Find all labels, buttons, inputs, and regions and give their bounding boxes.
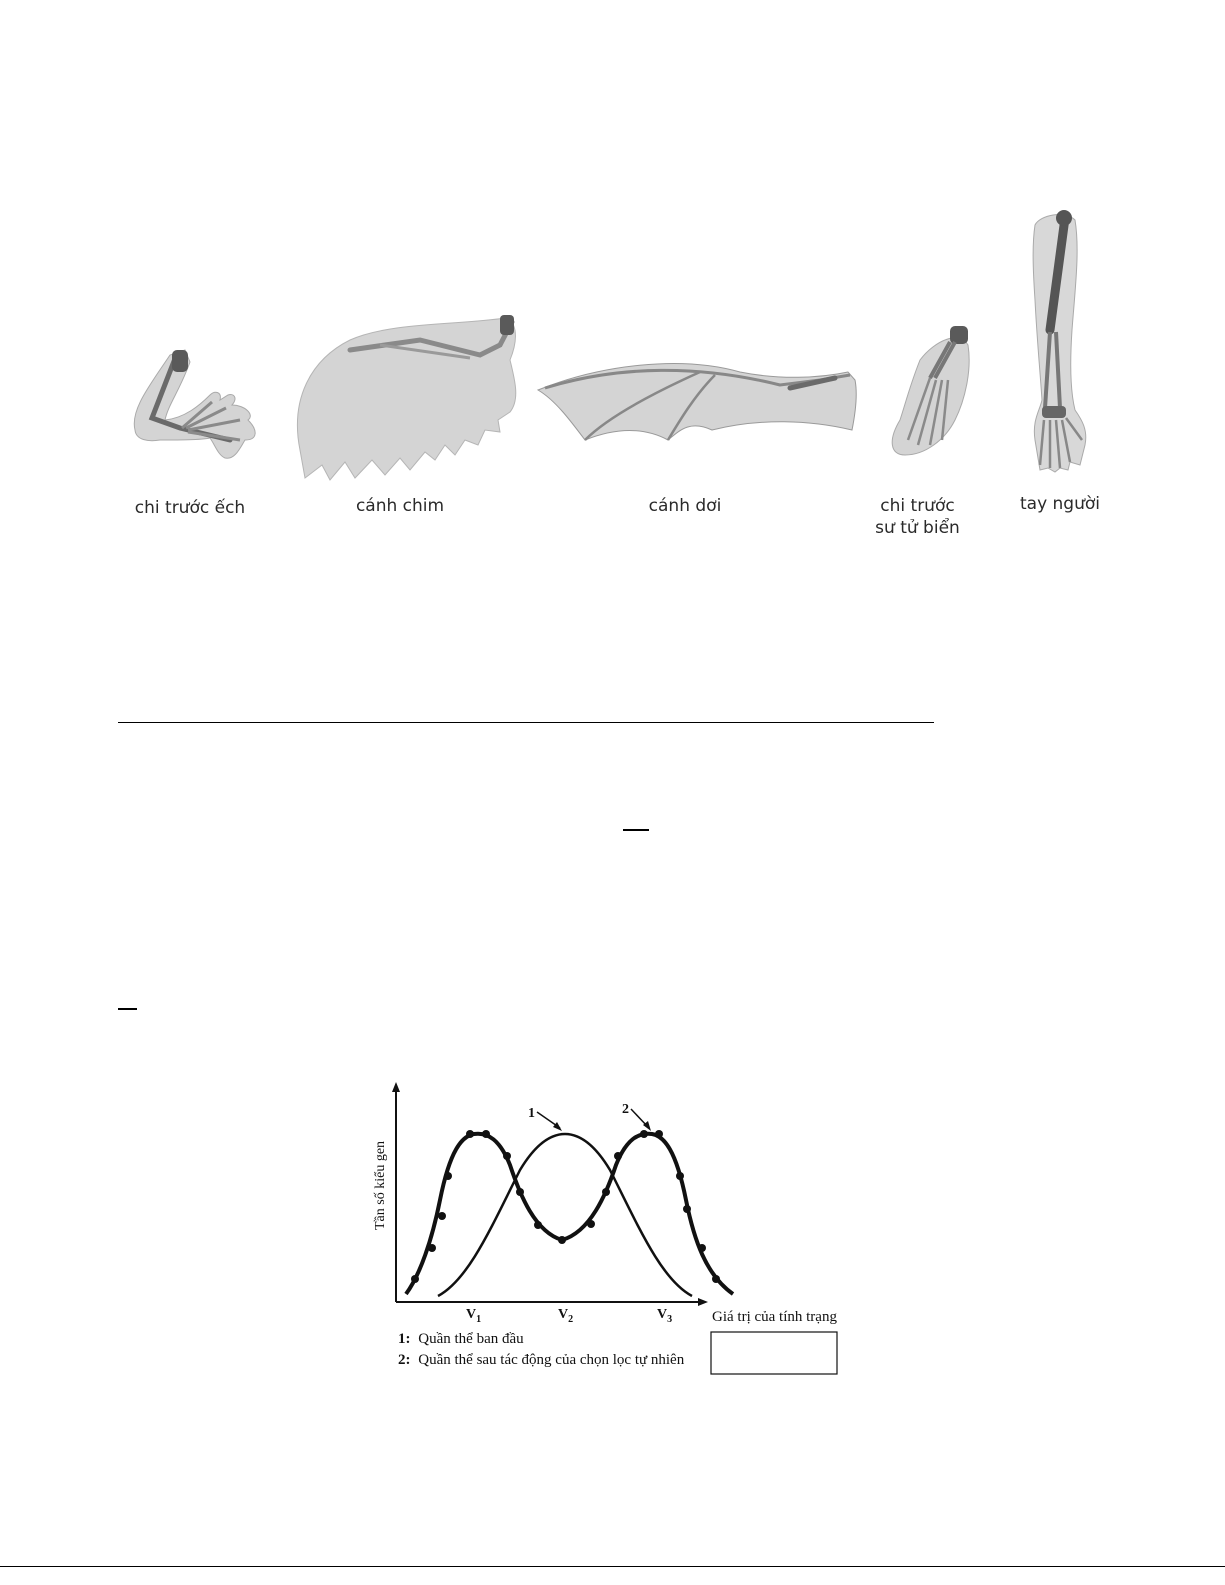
human-arm-illustration [1033, 210, 1086, 472]
legend-2-text: Quần thể sau tác động của chọn lọc tự nhiên [418, 1352, 685, 1368]
blank-mark-1 [623, 829, 649, 831]
label-sealion-line1: chi trước [880, 496, 955, 516]
blank-mark-2 [118, 1008, 137, 1010]
homologous-limbs-figure [0, 190, 1225, 490]
curve-2-marker: 2 [622, 1102, 629, 1117]
sealion-forelimb-illustration [892, 326, 969, 455]
x-axis-label: Giá trị của tính trạng [712, 1309, 837, 1325]
curve-1-marker: 1 [528, 1106, 535, 1121]
label-sealion-line2: sư tử biển [875, 518, 960, 538]
legend-1-key: 1: [398, 1331, 411, 1347]
curve-2-after-selection [406, 1134, 733, 1294]
svg-text:1: Quần thể ban đầu [398, 1331, 524, 1347]
legend-1-text: Quần thể ban đầu [418, 1331, 524, 1347]
tick-v1: $V_1$ [466, 1307, 482, 1325]
legend-2-key: 2: [398, 1352, 411, 1368]
bird-wing-illustration [297, 315, 515, 480]
y-axis-arrow [392, 1082, 400, 1092]
genotype-frequency-graph [360, 1075, 860, 1380]
curve-1-initial [438, 1134, 692, 1296]
label-bird-wing: cánh chim [355, 496, 445, 516]
y-axis-label: Tần số kiểu gen [373, 1140, 388, 1230]
tick-v3: $V_3$ [657, 1307, 673, 1325]
label-human-arm: tay người [1019, 494, 1100, 514]
frog-forelimb-illustration [134, 350, 255, 458]
page-bottom-rule [0, 1566, 1225, 1567]
x-axis-arrow [698, 1298, 708, 1306]
label-bat-wing: cánh dơi [648, 496, 722, 516]
bat-wing-illustration [538, 364, 856, 440]
answer-line [118, 722, 934, 723]
label-frog-forelimb: chi trước ếch [134, 498, 246, 518]
tick-v2: $V_2$ [558, 1307, 574, 1325]
svg-text:2: Quần thể sau tác động c [398, 1352, 685, 1368]
answer-box[interactable] [711, 1332, 837, 1374]
